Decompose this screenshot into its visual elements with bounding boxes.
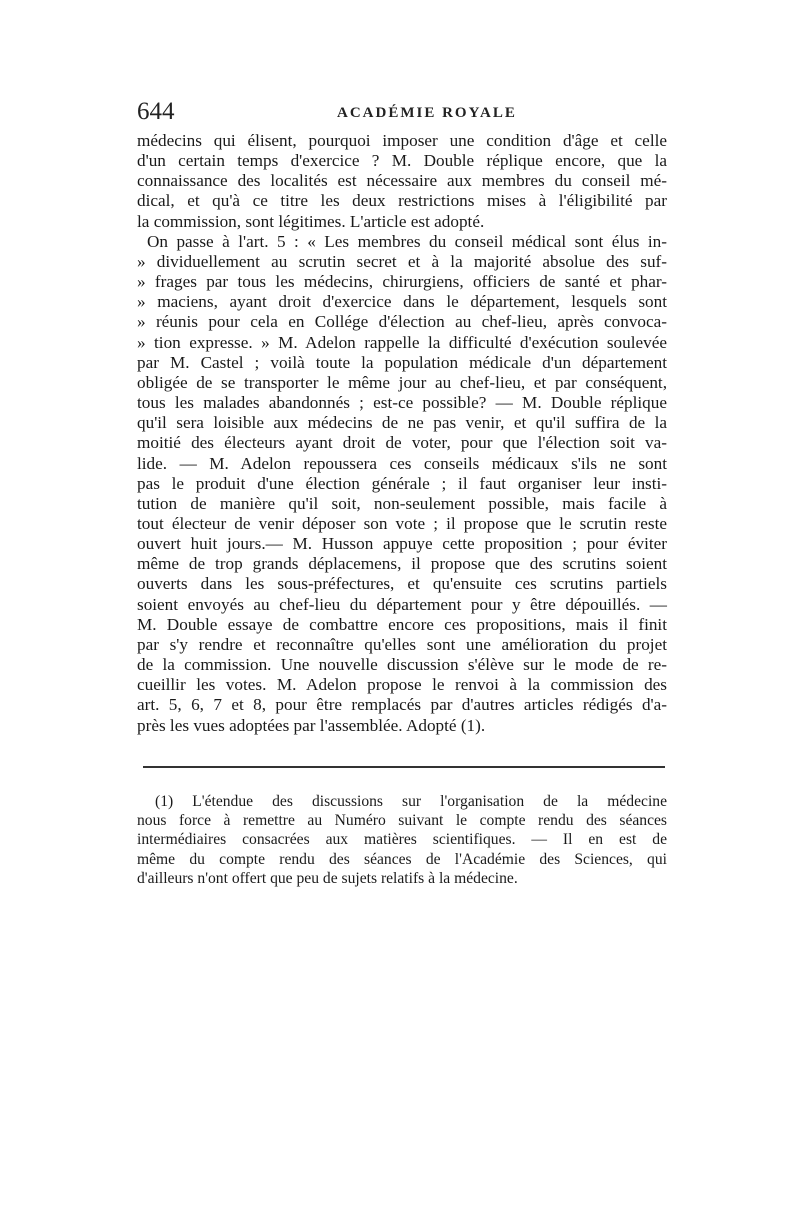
body-line: ouverts dans les sous-préfectures, et qu'ensuite ces scrutins partiels: [137, 574, 667, 594]
footnote-line: même du compte rendu des séances de l'Académie des Sciences, qui: [137, 850, 667, 868]
footnote: [137, 792, 667, 888]
footnote-divider: [143, 766, 665, 768]
body-line: » maciens, ayant droit d'exercice dans le département, lesquels sont: [137, 292, 667, 312]
body-line: lide. — M. Adelon repoussera ces conseils médicaux s'ils ne sont: [137, 453, 667, 473]
body-line: même de trop grands déplacemens, il propose que des scrutins soient: [137, 554, 667, 574]
body-line: connaissance des localités est nécessaire aux membres du conseil mé-: [137, 171, 667, 191]
body-line: » réunis pour cela en Collége d'élection au chef-lieu, après convoca-: [137, 312, 667, 332]
body-line: ouvert huit jours.— M. Husson appuye cette proposition ; pour éviter: [137, 534, 667, 554]
footnote-line: nous force à remettre au Numéro suivant le compte rendu des séances: [137, 812, 667, 830]
body-text: [137, 131, 667, 736]
body-line: par M. Castel ; voilà toute la population médicale d'un département: [137, 352, 667, 372]
page-number: 644: [137, 98, 175, 125]
footnote-line: d'ailleurs n'ont offert que peu de sujets relatifs à la médecine.: [137, 869, 518, 887]
body-line: tution de manière qu'il soit, non-seulement possible, mais facile à: [137, 493, 667, 513]
page-header: [137, 98, 667, 130]
body-line: tout électeur de venir déposer son vote ; il propose que le scrutin reste: [137, 513, 667, 533]
body-line: tous les malades abandonnés ; est-ce possible? — M. Double réplique: [137, 393, 667, 413]
body-line: obligée de se transporter le même jour au chef-lieu, et par conséquent,: [137, 372, 667, 392]
body-line: dical, et qu'à ce titre les deux restrictions mises à l'éligibilité par: [137, 191, 667, 211]
body-line: moitié des électeurs ayant droit de voter, pour que l'élection soit va-: [137, 433, 667, 453]
footnote-line: intermédiaires consacrées aux matières scientifiques. — Il en est de: [137, 831, 667, 849]
body-line: » frages par tous les médecins, chirurgiens, officiers de santé et phar-: [137, 272, 667, 292]
body-line: M. Double essaye de combattre encore ces propositions, mais il finit: [137, 614, 667, 634]
body-line: de la commission. Une nouvelle discussion s'élève sur le mode de re-: [137, 655, 667, 675]
body-line: médecins qui élisent, pourquoi imposer une condition d'âge et celle: [137, 131, 667, 150]
body-line: » dividuellement au scrutin secret et à la majorité absolue des suf-: [137, 251, 667, 271]
body-line: On passe à l'art. 5 : « Les membres du conseil médical sont élus in-: [147, 231, 667, 251]
body-line: pas le produit d'une élection générale ; il faut organiser leur insti-: [137, 473, 667, 493]
footnote-line: (1) L'étendue des discussions sur l'organisation de la médecine: [155, 793, 667, 810]
body-line: soient envoyés au chef-lieu du département pour y être dépouillés. —: [137, 594, 667, 614]
body-line: par s'y rendre et reconnaître qu'elles sont une amélioration du projet: [137, 634, 667, 654]
body-line: cueillir les votes. M. Adelon propose le renvoi à la commission des: [137, 675, 667, 695]
body-line: qu'il sera loisible aux médecins de ne pas venir, et qu'il suffira de la: [137, 413, 667, 433]
running-head: ACADÉMIE ROYALE: [337, 105, 517, 121]
body-line: la commission, sont légitimes. L'article est adopté.: [137, 211, 485, 231]
body-line: près les vues adoptées par l'assemblée. Adopté (1).: [137, 715, 486, 735]
body-line: art. 5, 6, 7 et 8, pour être remplacés par d'autres articles rédigés d'a-: [137, 695, 667, 715]
body-line: » tion expresse. » M. Adelon rappelle la difficulté d'exécution soulevée: [137, 332, 667, 352]
body-line: d'un certain temps d'exercice ? M. Double réplique encore, que la: [137, 151, 667, 171]
